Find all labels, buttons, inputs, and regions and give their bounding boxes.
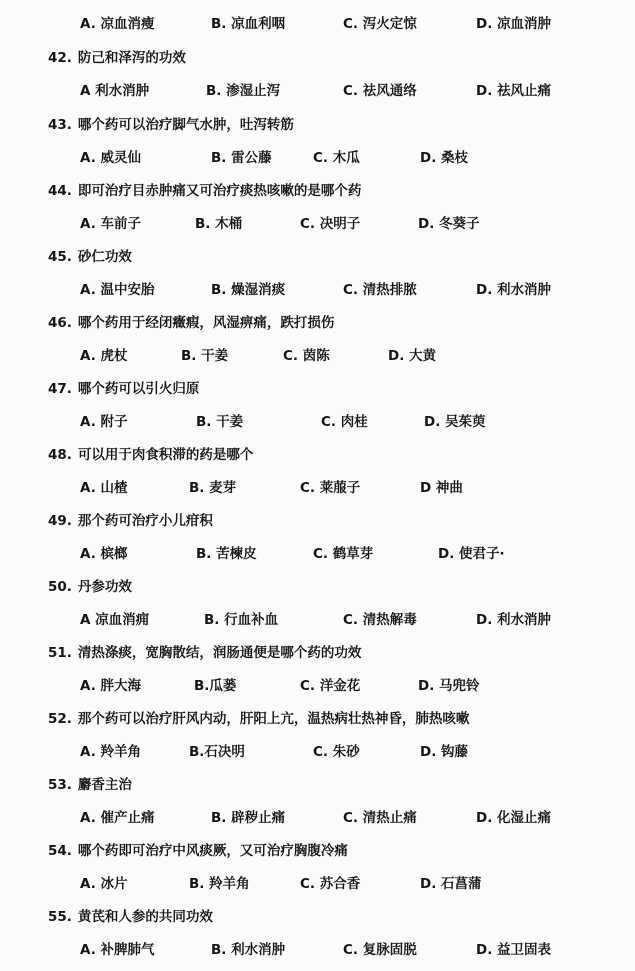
question-text: 哪个药可以引火归原 (77, 381, 200, 397)
answer-option-c: C. 清热止痛 (343, 810, 417, 826)
answer-options-row (0, 147, 635, 169)
answer-option-d: D. 桑枝 (420, 150, 469, 166)
answer-options-row (0, 939, 635, 961)
question-text: 可以用于肉食积滞的药是哪个 (77, 447, 254, 463)
answer-option-b: B.石决明 (189, 744, 245, 760)
answer-option-c: C. 决明子 (300, 216, 361, 232)
question-stem (48, 312, 635, 334)
answer-option-c: C. 清热排脓 (343, 282, 417, 298)
question-stem (48, 708, 635, 730)
answer-option-a: A. 胖大海 (80, 678, 142, 694)
answer-options-row (0, 13, 635, 35)
question-text: 哪个药用于经闭癥瘕，风湿痹痛，跌打损伤 (77, 315, 335, 331)
answer-options-row (0, 213, 635, 235)
question-text: 黄芪和人参的共同功效 (77, 909, 213, 925)
question-stem (48, 774, 635, 796)
answer-option-b: B. 干姜 (196, 414, 244, 430)
question-text: 即可治疗目赤肿痛又可治疗痰热咳嗽的是哪个药 (77, 183, 362, 199)
answer-option-c: C. 复脉固脱 (343, 942, 417, 958)
answer-option-b: B. 利水消肿 (211, 942, 286, 958)
answer-option-c: C. 祛风通络 (343, 83, 417, 99)
answer-options-row (0, 873, 635, 895)
question-text: 丹参功效 (77, 579, 132, 595)
answer-option-c: C. 朱砂 (313, 744, 360, 760)
question-stem (48, 378, 635, 400)
question-number: 53. (48, 777, 72, 793)
question-number: 51. (48, 645, 72, 661)
answer-option-b: B. 雷公藤 (211, 150, 272, 166)
answer-option-a: A. 山楂 (80, 480, 128, 496)
question-stem (48, 47, 635, 69)
answer-option-c: C. 清热解毒 (343, 612, 417, 628)
question-stem (48, 246, 635, 268)
answer-option-a: A. 温中安胎 (80, 282, 155, 298)
answer-option-b: B. 羚羊角 (189, 876, 250, 892)
answer-option-c: C. 苏合香 (300, 876, 361, 892)
answer-options-row (0, 807, 635, 829)
answer-option-d: D. 凉血消肿 (476, 16, 552, 32)
answer-option-a: A. 附子 (80, 414, 128, 430)
answer-options-row (0, 345, 635, 367)
answer-option-c: C. 泻火定惊 (343, 16, 417, 32)
answer-option-a: A. 车前子 (80, 216, 142, 232)
answer-option-a: A. 冰片 (80, 876, 128, 892)
answer-option-c: C. 木瓜 (313, 150, 360, 166)
answer-option-b: B. 行血补血 (204, 612, 279, 628)
question-number: 48. (48, 447, 72, 463)
question-number: 50. (48, 579, 72, 595)
question-text: 那个药可治疗小儿疳积 (77, 513, 213, 529)
question-number: 55. (48, 909, 72, 925)
answer-option-c: C. 茵陈 (283, 348, 330, 364)
answer-option-a: A. 催产止痛 (80, 810, 155, 826)
answer-option-a: A. 羚羊角 (80, 744, 142, 760)
answer-option-d: D. 石菖蒲 (420, 876, 482, 892)
answer-option-b: B.瓜蒌 (194, 678, 237, 694)
answer-option-a: A 利水消肿 (80, 83, 150, 99)
answer-option-b: B. 麦芽 (189, 480, 237, 496)
answer-option-b: B. 凉血利咽 (211, 16, 286, 32)
answer-option-a: A. 补脾肺气 (80, 942, 155, 958)
answer-option-a: A 凉血消痈 (80, 612, 150, 628)
answer-option-c: C. 鹤草芽 (313, 546, 374, 562)
question-number: 42. (48, 50, 72, 66)
answer-option-d: D. 利水消肿 (476, 612, 552, 628)
answer-option-d: D. 祛风止痛 (476, 83, 552, 99)
question-stem (48, 576, 635, 598)
question-text: 清热涤痰，宽胸散结，润肠通便是哪个药的功效 (77, 645, 362, 661)
answer-option-b: B. 燥湿消痰 (211, 282, 286, 298)
answer-options-row (0, 411, 635, 433)
question-text: 哪个药可以治疗脚气水肿，吐泻转筋 (77, 117, 294, 133)
answer-option-d: D. 益卫固表 (476, 942, 552, 958)
answer-options-row (0, 675, 635, 697)
question-text: 那个药可以治疗肝风内动，肝阳上亢，温热病壮热神昏，肺热咳嗽 (77, 711, 470, 727)
answer-option-d: D. 化湿止痛 (476, 810, 552, 826)
answer-options-row (0, 477, 635, 499)
answer-option-c: C. 肉桂 (321, 414, 368, 430)
answer-option-c: C. 洋金花 (300, 678, 361, 694)
question-text: 防己和泽泻的功效 (77, 50, 186, 66)
answer-option-a: A. 威灵仙 (80, 150, 142, 166)
answer-option-a: A. 虎杖 (80, 348, 128, 364)
answer-options-row (0, 80, 635, 102)
answer-option-d: D. 马兜铃 (418, 678, 480, 694)
answer-option-d: D. 冬葵子 (418, 216, 480, 232)
answer-option-b: B. 渗湿止泻 (206, 83, 281, 99)
question-number: 43. (48, 117, 72, 133)
question-number: 46. (48, 315, 72, 331)
answer-options-row (0, 279, 635, 301)
question-text: 砂仁功效 (77, 249, 132, 265)
answer-option-b: B. 木桶 (195, 216, 243, 232)
answer-options-row (0, 609, 635, 631)
question-stem (48, 510, 635, 532)
answer-option-d: D. 大黄 (388, 348, 437, 364)
question-stem (48, 444, 635, 466)
answer-option-d: D 神曲 (420, 480, 463, 496)
answer-option-c: C. 莱菔子 (300, 480, 361, 496)
question-text: 麝香主治 (77, 777, 132, 793)
question-stem (48, 114, 635, 136)
answer-option-b: B. 辟秽止痛 (211, 810, 286, 826)
question-number: 49. (48, 513, 72, 529)
question-number: 47. (48, 381, 72, 397)
answer-option-b: B. 干姜 (181, 348, 229, 364)
question-stem (48, 840, 635, 862)
question-number: 54. (48, 843, 72, 859)
answer-option-b: B. 苦楝皮 (196, 546, 257, 562)
question-number: 45. (48, 249, 72, 265)
answer-option-d: D. 利水消肿 (476, 282, 552, 298)
question-stem (48, 642, 635, 664)
answer-option-a: A. 凉血消瘦 (80, 16, 155, 32)
answer-option-a: A. 槟榔 (80, 546, 128, 562)
answer-option-d: D. 钩藤 (420, 744, 469, 760)
question-number: 52. (48, 711, 72, 727)
question-text: 哪个药即可治疗中风痰厥，又可治疗胸腹冷痛 (77, 843, 348, 859)
answer-options-row (0, 543, 635, 565)
question-number: 44. (48, 183, 72, 199)
answer-option-d: D. 吴茱萸 (424, 414, 486, 430)
question-stem (48, 906, 635, 928)
answer-options-row (0, 741, 635, 763)
answer-option-d: D. 使君子· (438, 546, 505, 562)
question-stem (48, 180, 635, 202)
